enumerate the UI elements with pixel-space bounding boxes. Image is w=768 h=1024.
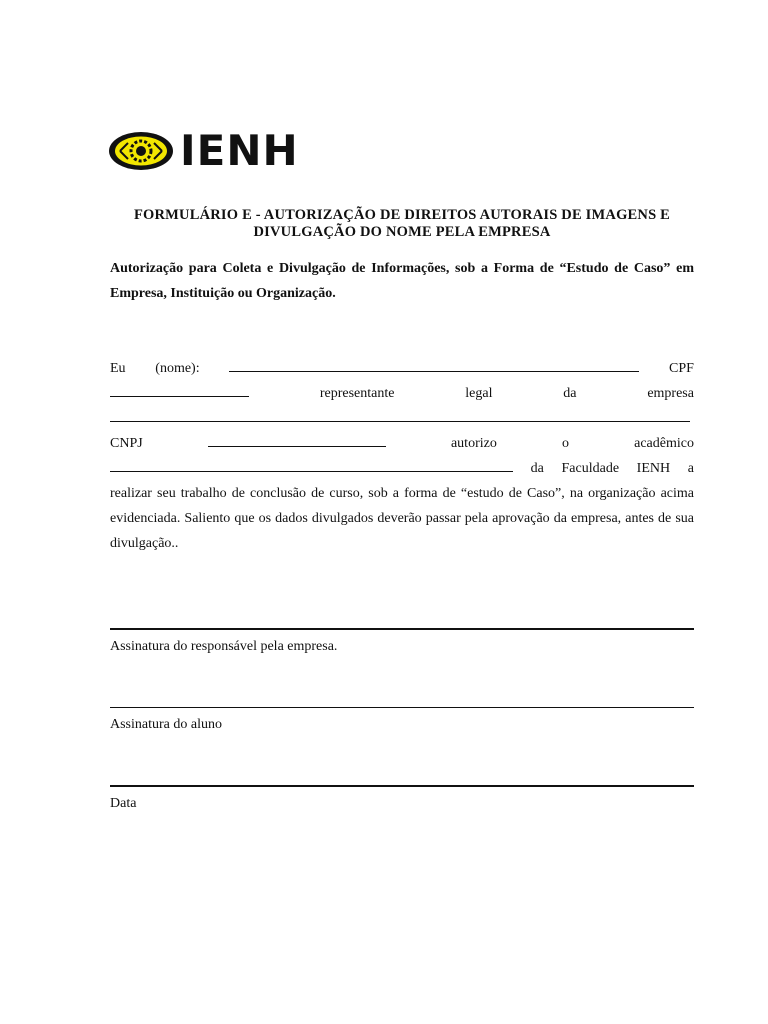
representative-row (110, 382, 694, 402)
ienh-logo (108, 126, 338, 176)
authorization-paragraph: realizar seu trabalho de conclusão de curso, sob a forma de “estudo de Caso”, na organização acima evidenciada. Saliento que os dados divulgados deverão passar pela aprovação da empresa, antes de sua divulgação.. (110, 486, 694, 551)
company-field[interactable] (110, 407, 690, 422)
student-signature-line[interactable] (110, 707, 694, 708)
label-cnpj: CNPJ (110, 436, 143, 451)
label-da: da (563, 386, 577, 401)
label-eu: Eu (110, 361, 126, 376)
label-o: o (561, 436, 569, 451)
form-intro: Autorização para Coleta e Divulgação de Informações, sob a Forma de “Estudo de Caso” em Empresa, Instituição ou Organização. (110, 261, 694, 301)
label-a: a (687, 461, 694, 476)
label-nome: (nome): (155, 361, 200, 376)
cnpj-row (110, 432, 694, 452)
company-signature-label: Assinatura do responsável pela empresa. (110, 639, 338, 654)
student-row (110, 457, 694, 477)
label-legal: legal (465, 386, 493, 401)
cpf-field[interactable] (110, 382, 249, 397)
gear-emblem-icon (108, 131, 174, 171)
name-row (110, 357, 694, 377)
label-cpf: CPF (669, 361, 694, 376)
company-signature-line[interactable] (110, 628, 694, 630)
company-row (110, 407, 694, 427)
label-representante: representante (319, 386, 395, 401)
date-label: Data (110, 796, 137, 811)
student-signature-label: Assinatura do aluno (110, 717, 222, 732)
name-field[interactable] (229, 357, 639, 372)
label-autorizo: autorizo (450, 436, 497, 451)
label-academico: acadêmico (634, 436, 694, 451)
form-title: FORMULÁRIO E - AUTORIZAÇÃO DE DIREITOS AUTORAIS DE IMAGENS E DIVULGAÇÃO DO NOME PELA EMPRESA (133, 207, 671, 240)
label-faculdade: Faculdade (561, 461, 620, 476)
logo-wordmark: IENH (180, 126, 299, 175)
cnpj-field[interactable] (208, 432, 386, 447)
student-field[interactable] (110, 457, 513, 472)
date-line[interactable] (110, 785, 694, 787)
label-da-2: da (530, 461, 544, 476)
label-ienh: IENH (636, 461, 671, 476)
label-empresa: empresa (647, 386, 694, 401)
